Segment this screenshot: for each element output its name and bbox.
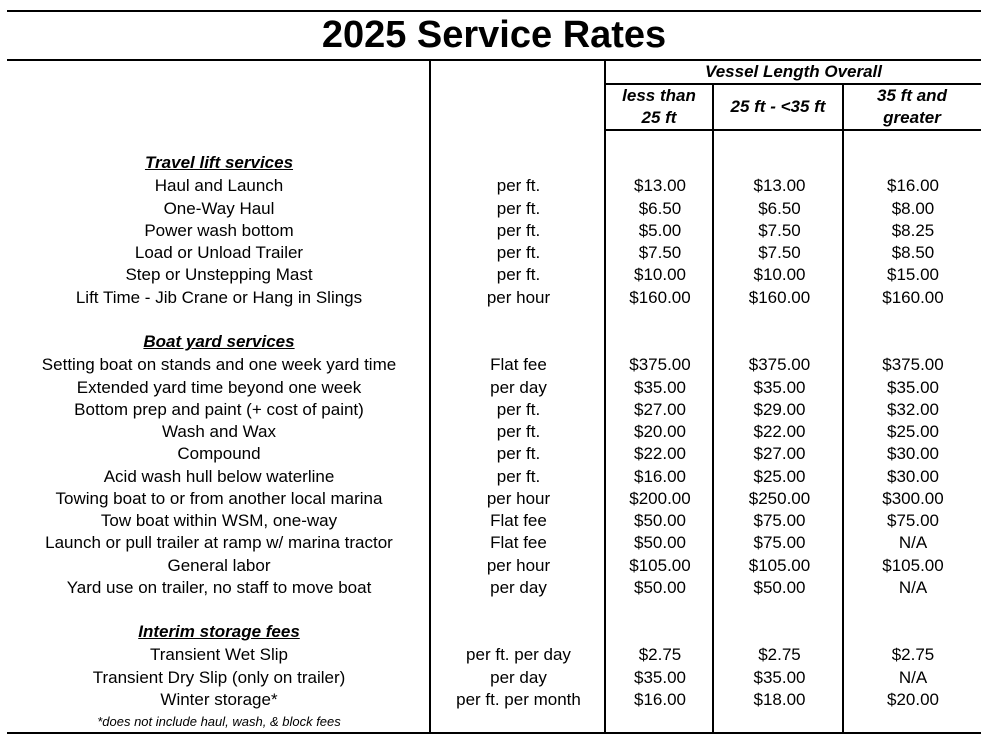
table-row	[7, 399, 981, 421]
rate-25-to-35: $22.00	[753, 422, 806, 441]
rate-35-and-greater: $160.00	[882, 288, 944, 307]
rate-35-and-greater: $35.00	[887, 378, 939, 397]
unit: per ft.	[496, 176, 541, 195]
footnote: *does not include haul, wash, & block fees	[97, 714, 341, 729]
rate-less-than-25: $2.75	[638, 645, 682, 664]
table-row	[7, 667, 981, 689]
service-name: General labor	[167, 556, 271, 575]
rate-less-than-25: $16.00	[634, 467, 686, 486]
rate-25-to-35: $2.75	[758, 645, 801, 664]
table-row	[7, 354, 981, 376]
table-row	[7, 242, 981, 264]
table-row	[7, 287, 981, 309]
unit: Flat fee	[490, 533, 547, 552]
table-row	[7, 175, 981, 197]
rate-25-to-35: $35.00	[753, 378, 806, 397]
rate-25-to-35: $375.00	[748, 355, 811, 374]
rate-35-and-greater: $30.00	[887, 444, 939, 463]
rate-35-and-greater: N/A	[898, 668, 928, 687]
rate-35-and-greater: $105.00	[882, 556, 944, 575]
rate-25-to-35: $105.00	[748, 556, 811, 575]
unit: per ft.	[496, 221, 541, 240]
table-row	[7, 510, 981, 532]
table-row	[7, 466, 981, 488]
rate-less-than-25: $7.50	[638, 243, 682, 262]
service-name: Step or Unstepping Mast	[125, 265, 313, 284]
table-row	[7, 421, 981, 443]
rate-less-than-25: $10.00	[634, 265, 686, 284]
column-header-less-than-25: less than 25 ft	[622, 86, 696, 127]
service-name: Haul and Launch	[154, 176, 284, 195]
rate-25-to-35: $50.00	[753, 578, 806, 597]
rate-less-than-25: $20.00	[634, 422, 686, 441]
rate-35-and-greater: $300.00	[882, 489, 944, 508]
unit: per ft.	[496, 444, 541, 463]
section-title-boat-yard: Boat yard services	[143, 332, 295, 351]
section-title-travel-lift: Travel lift services	[144, 153, 294, 172]
service-name: Acid wash hull below waterline	[103, 467, 335, 486]
table-row	[7, 377, 981, 399]
unit: per hour	[486, 556, 551, 575]
rate-less-than-25: $35.00	[634, 668, 686, 687]
rate-25-to-35: $35.00	[753, 668, 806, 687]
unit: per ft.	[496, 422, 541, 441]
unit: per day	[490, 378, 547, 397]
table-row	[7, 443, 981, 465]
service-name: Power wash bottom	[144, 221, 294, 240]
rate-less-than-25: $200.00	[629, 489, 691, 508]
rate-35-and-greater: $20.00	[887, 690, 939, 709]
rate-25-to-35: $10.00	[753, 265, 806, 284]
unit: per hour	[486, 489, 551, 508]
rate-25-to-35: $29.00	[753, 400, 806, 419]
column-header-25-to-35: 25 ft - <35 ft	[730, 97, 826, 116]
rate-25-to-35: $250.00	[748, 489, 811, 508]
rate-25-to-35: $160.00	[748, 288, 811, 307]
table-row	[7, 532, 981, 554]
unit: per ft.	[496, 467, 541, 486]
rate-less-than-25: $160.00	[629, 288, 691, 307]
rate-35-and-greater: $375.00	[882, 355, 944, 374]
table-row	[7, 488, 981, 510]
column-header-rule	[605, 129, 981, 131]
rate-less-than-25: $13.00	[634, 176, 686, 195]
rate-25-to-35: $7.50	[758, 243, 801, 262]
service-name: Transient Wet Slip	[150, 645, 288, 664]
rate-25-to-35: $6.50	[758, 199, 801, 218]
service-name: Bottom prep and paint (+ cost of paint)	[74, 400, 364, 419]
rate-25-to-35: $25.00	[753, 467, 806, 486]
rate-35-and-greater: $8.00	[891, 199, 935, 218]
rate-25-to-35: $27.00	[753, 444, 806, 463]
vessel-length-group-header: Vessel Length Overall	[705, 62, 882, 81]
table-row	[7, 644, 981, 666]
service-name: Compound	[177, 444, 261, 463]
service-name: Tow boat within WSM, one-way	[100, 511, 338, 530]
rate-35-and-greater: $25.00	[887, 422, 939, 441]
column-header-35-and-greater: 35 ft and greater	[877, 86, 947, 127]
rate-less-than-25: $50.00	[634, 511, 686, 530]
table-row	[7, 198, 981, 220]
rate-less-than-25: $50.00	[634, 533, 686, 552]
rate-35-and-greater: N/A	[898, 578, 928, 597]
rate-35-and-greater: $15.00	[887, 265, 939, 284]
rate-35-and-greater: $75.00	[887, 511, 939, 530]
rate-less-than-25: $5.00	[638, 221, 682, 240]
rate-35-and-greater: $32.00	[887, 400, 939, 419]
service-name: Transient Dry Slip (only on trailer)	[92, 668, 346, 687]
rate-less-than-25: $50.00	[634, 578, 686, 597]
table-row	[7, 555, 981, 577]
service-name: Load or Unload Trailer	[134, 243, 304, 262]
rate-less-than-25: $35.00	[634, 378, 686, 397]
unit: per ft.	[496, 400, 541, 419]
rate-25-to-35: $18.00	[753, 690, 806, 709]
section-title-interim-storage: Interim storage fees	[138, 622, 300, 641]
unit: Flat fee	[490, 511, 547, 530]
service-name: One-Way Haul	[163, 199, 275, 218]
table-row	[7, 220, 981, 242]
rate-25-to-35: $75.00	[753, 533, 806, 552]
unit: per ft.	[496, 265, 541, 284]
unit: per ft. per day	[466, 645, 571, 664]
rate-less-than-25: $105.00	[629, 556, 691, 575]
rate-25-to-35: $13.00	[753, 176, 806, 195]
table-row	[7, 689, 981, 711]
service-name: Yard use on trailer, no staff to move boat	[66, 578, 372, 597]
rate-35-and-greater: $8.25	[891, 221, 935, 240]
rate-less-than-25: $22.00	[634, 444, 686, 463]
rate-less-than-25: $375.00	[629, 355, 691, 374]
unit: per day	[490, 578, 547, 597]
rate-less-than-25: $6.50	[638, 199, 682, 218]
unit: per day	[490, 668, 547, 687]
unit: per ft. per month	[456, 690, 581, 709]
service-name: Extended yard time beyond one week	[76, 378, 362, 397]
unit: per ft.	[496, 243, 541, 262]
table-row	[7, 264, 981, 286]
rate-less-than-25: $27.00	[634, 400, 686, 419]
service-name: Towing boat to or from another local marina	[55, 489, 383, 508]
unit: per hour	[486, 288, 551, 307]
unit: per ft.	[496, 199, 541, 218]
service-name: Setting boat on stands and one week yard time	[41, 355, 397, 374]
rate-35-and-greater: $8.50	[891, 243, 935, 262]
rate-less-than-25: $16.00	[634, 690, 686, 709]
rate-25-to-35: $75.00	[753, 511, 806, 530]
service-name: Winter storage*	[160, 690, 278, 709]
rate-25-to-35: $7.50	[758, 221, 801, 240]
bottom-rule	[7, 732, 981, 734]
service-name: Lift Time - Jib Crane or Hang in Slings	[75, 288, 363, 307]
page-title: 2025 Service Rates	[321, 14, 667, 56]
rate-35-and-greater: N/A	[898, 533, 928, 552]
unit: Flat fee	[490, 355, 547, 374]
service-name: Wash and Wax	[161, 422, 276, 441]
rate-35-and-greater: $2.75	[891, 645, 935, 664]
table-row	[7, 577, 981, 599]
rate-35-and-greater: $16.00	[887, 176, 939, 195]
rate-35-and-greater: $30.00	[887, 467, 939, 486]
service-name: Launch or pull trailer at ramp w/ marina tractor	[45, 533, 393, 552]
